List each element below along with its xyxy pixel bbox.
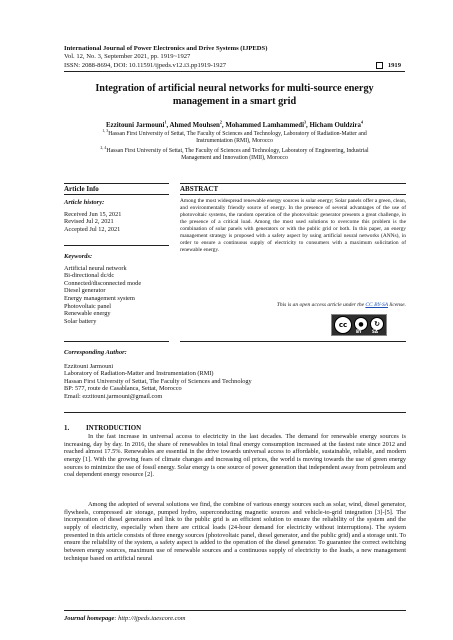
keyword-item: Energy management system	[64, 294, 135, 302]
square-bullet-icon	[376, 62, 383, 69]
rule-articleinfo-top	[64, 183, 169, 184]
affil-line: Instrumentation (RMI), Morocco	[196, 138, 273, 145]
history-accepted: Accepted Jul 12, 2021	[64, 225, 121, 233]
section-title: INTRODUCTION	[86, 425, 142, 432]
sa-label: SA	[372, 329, 378, 334]
rule-keywords	[64, 245, 169, 246]
title-line-2: management in a smart grid	[172, 96, 297, 107]
by-label: BY	[356, 329, 362, 334]
article-info-heading: Article Info	[64, 185, 99, 193]
rule-abstract-sub	[180, 194, 406, 195]
page-number: 1919	[387, 62, 401, 69]
rule-abstract-top	[180, 183, 406, 184]
corr-line: BP: 577, route de Casablanca, Settat, Morocco	[64, 385, 182, 393]
footer-rule	[64, 610, 406, 611]
corr-line: Hassan First University of Settat, The Faculty of Sciences and Technology	[64, 377, 252, 385]
footer	[64, 615, 185, 622]
rule-articleinfo-sub	[64, 194, 169, 195]
affiliation-2	[64, 145, 405, 162]
author-sup: 3	[304, 119, 306, 125]
author-sup: 4	[360, 119, 363, 125]
person-icon: ●	[354, 317, 368, 331]
share-alike-icon: ↻	[370, 317, 384, 331]
author-name: Hicham Ouldzira	[309, 122, 361, 129]
author-name: Ezzitouni Jarmouni	[106, 122, 165, 129]
header-rule	[64, 71, 405, 72]
history-received: Received Jun 15, 2021	[64, 210, 122, 218]
journal-name: International Journal of Power Electronics and Drive Systems (IJPEDS)	[64, 45, 268, 52]
history-heading: Article history:	[64, 199, 105, 206]
affil-sup: 1, 3	[102, 128, 109, 134]
section-heading	[64, 425, 141, 432]
license-link[interactable]: CC BY-SA	[365, 302, 388, 308]
corresponding-author	[64, 349, 394, 401]
page-number-block	[376, 62, 401, 69]
author-list: Ezzitouni Jarmouni$^1$, Ahmed Mouhsen$^2$, Mohammed Lamhammedi$^3$, Hicham Ouldzira$^4$	[106, 119, 363, 129]
intro-paragraph-1: In the fast increase in universal access to electricity in the last decades. The demand for renewable energy sources is increasing, day by day. In 2016, the share of renewables in total final energy consumption increased at the fastest rate since 2012 and reached almost 17.5%. Renewables are essential in the drive towards universal access to affordable, sustainable, reliable, and modern energy [1]. With the growing fears of climate changes and increasing oil prices, the world is moving towards the use of green energy sources to minimize the use of fossil energy. Solar energy is one source of power generation that independent away from petroleum and coal dependent energy resource [2].	[64, 433, 406, 479]
rule-abstract-bottom	[180, 341, 406, 342]
intro-paragraph-2: Among the adopted of several solutions we find, the combine of various energy sources such as solar, wind, diesel generator, flywheels, compressed air storage, pumped hydro, superconducting magnetic sources and vehicle-to-grid integration [3]-[5]. The incorporation of diesel generators and link to the public grid is an efficient solution to ensure the reliability of the system and the supply of electricity, especially when there are critical loads (24-hour demand for electricity without interruptions). The system presented in this article consists of three energy sources (photovoltaic panel, diesel generator, and the public grid) and a storage unit. To ensure the reliability of the system, a safety aspect is added to the operation of the diesel generator. To guarantee the correct switching between energy sources, maximum use of renewable sources and a continuous supply of electricity to the loads, a new management technique based on artificial neural	[64, 501, 406, 562]
cc-by-sa-badge[interactable]	[331, 314, 387, 336]
title-line-1: Integration of artificial neural networks for multi-source energy	[95, 83, 374, 94]
footer-url[interactable]: : http://ijpeds.iaescore.com	[114, 615, 186, 622]
history-revised: Revised Jul 2, 2021	[64, 218, 114, 226]
affil-line: Hassan First University of Settat, The Faculty of Sciences and Technology, Laboratory of Engineering, Industrial	[106, 148, 369, 154]
corr-line: Ezzitouni Jarmouni	[64, 362, 114, 370]
keyword-item: Connected/disconnected mode	[64, 279, 142, 287]
affil-line: Hassan First University of Settat, The Faculty of Sciences and Technology, Laboratory of Radiation-Matter and	[108, 131, 367, 137]
affil-sup: 2, 4	[100, 145, 107, 151]
affil-line: Management and Innovation (IMII), Morocco	[181, 155, 288, 162]
open-access-statement	[180, 302, 406, 308]
journal-issn: ISSN: 2088-8694, DOI: 10.11591/ijpeds.v12.i3.pp1919-1927	[64, 61, 227, 69]
corr-email: Email: ezzitouni.jarmouni@gmail.com	[64, 392, 163, 400]
abstract-text: Among the most widespread renewable energy sources is solar energy; Solar panels offer a green, clean, and environmentally friendly source of energy. In the presence of several advantages of the use of photovoltaic systems, the random operation of the photovoltaic generator presents a great challenge, in the presence of a critical load. Among the most used solutions to overcome this problem is the combination of solar panels with generators or with the public grid or both. In this paper, an energy management strategy is proposed with a safety aspect by using artificial neural networks (ANNs), in order to ensure a continuous supply of electricity to consumers with a maximum solicitation of renewable energy.	[180, 198, 406, 254]
oa-prefix: This is an open access article under the	[276, 302, 366, 308]
article-history	[64, 199, 169, 233]
footer-label: Journal homepage	[64, 615, 115, 622]
keyword-item: Artificial neural network	[64, 264, 127, 272]
section-number: 1.	[64, 425, 70, 432]
paper-title	[64, 82, 405, 108]
corresponding-heading: Corresponding Author:	[64, 349, 127, 356]
oa-suffix: license.	[387, 302, 406, 308]
keyword-item: Diesel generator	[64, 287, 106, 295]
journal-volume: Vol. 12, No. 3, September 2021, pp. 1919~1927	[64, 53, 191, 61]
author-name: Mohammed Lamhammedi	[225, 122, 304, 129]
rule-corresponding-bottom	[64, 412, 406, 413]
keywords-block	[64, 253, 169, 325]
keywords-heading: Keywords:	[64, 253, 93, 260]
rule-keywords-bottom	[64, 341, 169, 342]
journal-header	[64, 45, 404, 70]
author-sup: 2	[219, 119, 222, 125]
keyword-item: Renewable energy	[64, 310, 111, 318]
author-sup: 1	[164, 119, 167, 125]
abstract-heading: ABSTRACT	[180, 185, 219, 193]
keyword-item: Solar battery	[64, 317, 97, 325]
keyword-item: Bi-directional dc/dc	[64, 272, 115, 280]
keyword-item: Photovoltaic panel	[64, 302, 112, 310]
corr-line: Laboratory of Radiation-Matter and Instrumentation (RMI)	[64, 370, 214, 378]
author-name: Ahmed Mouhsen	[169, 122, 220, 129]
affiliation-1	[64, 128, 405, 145]
cc-icon: cc	[334, 316, 352, 334]
